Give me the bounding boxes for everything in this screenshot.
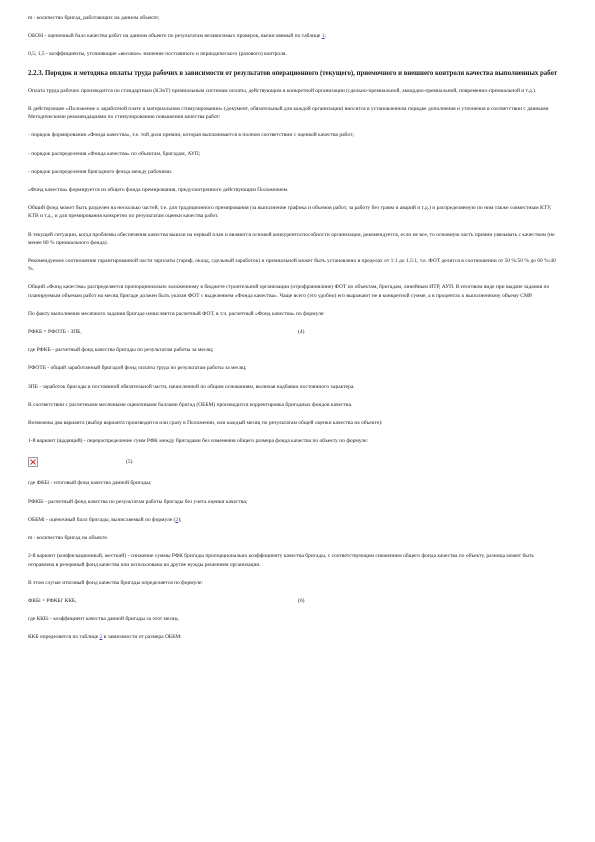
paragraph-fund-source: «Фонд качества» формируется из общего фонда премирования, предусмотренного действующим Положением.	[28, 187, 289, 194]
paragraph-regulation: В действующее «Положение о заработной плате и материальном стимулировании» (документ, обязательный для каждой организации) вносятся в установленном порядке дополнения и уточнения в соответствии с данными Методическими рекомендациями по стимулированию повышения качества работ:	[28, 106, 549, 121]
formula-6-number: (6)	[298, 597, 305, 604]
paragraph-ratio: Рекомендуемое соотношение гарантированной части зарплаты (тариф, оклад, сдельный заработок) и премиальной может быть установлено в пределах от 1:1 до 1,5:1, т.е. ФОТ делится в соотношении от 50 %:50 % до 60 %:40 %.	[28, 258, 556, 273]
paragraph-fund-division: Общий фонд может быть разделен на несколько частей, т.е. для традиционного премирования (за выполнение графика и объемов работ, за работу без травм и аварий и т.д.) и распределяемую по ним также совместным КТУ, КТВ и т.д., и для премирования конкретно по результатам оценки качества работ.	[28, 205, 552, 220]
paragraph-variant-2: 2-й вариант (конфискационный, жесткий) - снижение суммы РФК бригады пропорционально коэффициенту качества бригады, с соответствующим снижением общего фонда качества по объекту, разница может быть отправлена в резервный фонд качества или использована на другие нужды решением организации.	[28, 553, 534, 568]
obon-text: ОБОН - оценочный балл качества работ на данном объекте по результатам независимых проверок, вычисляемый по таблице	[28, 33, 322, 40]
paragraph-rfkb-def: где РФКБ - расчетный фонд качества бригады по результатам работы за месяц;	[28, 347, 214, 354]
broken-image-cross	[30, 459, 36, 465]
paragraph-fkbi-def: где ФКБi - итоговый фонд качества данной бригады;	[28, 480, 152, 487]
paragraph-m-count: m - количество бригад, работающих на данном объекте;	[28, 15, 160, 21]
formula-4	[28, 328, 561, 336]
paragraph-variant-1: 1-й вариант (щадящий) - перераспределение сумм РФК между бригадами без изменения общего размера фонда качества по объекту по формуле:	[28, 438, 369, 445]
paragraph-kkbi-def: где ККБi - коэффициент качества данной бригады за этот месяц.	[28, 616, 179, 623]
list-item-fund-distribution: - порядок распределения «Фонда качества» по объектам, бригадам, АУП;	[28, 150, 201, 157]
paragraph-obon	[28, 32, 561, 40]
broken-image-icon	[28, 457, 38, 467]
paragraph-fund-allocation: Общий «Фонд качества» распределяется пропорционально заложенному в бюджете строительной организации (отрофраниялиие) ФОТ по объектам, бригадам, линейным ИТР, АУП. В итоговом виде при выдаче задания по планируемым объемам работ на месяц бригаде должен быть указан ФОТ с выделением «Фонда качества». Чаще всего (это удобно) его выражают не в конкретной сумме, а в процентах к выполненному объему СМР.	[28, 284, 550, 299]
paragraph-kkb-table	[28, 633, 561, 641]
obbmi-text-end: );	[178, 516, 182, 523]
formula-6-expression: ФКБi = РФКБi' ККБ,	[28, 597, 77, 604]
paragraph-m-brigades: m - количество бригад на объекте.	[28, 535, 109, 542]
formula-2-link[interactable]: 2	[175, 516, 179, 523]
paragraph-coefficients: 0,5; 1,5 - коэффициенты, уточняющие «весовое» значение постоянного и периодического (разового) контроля.	[28, 51, 287, 58]
section-heading-2-2-3: 2.2.3. Порядок и методика оплаты труда рабочих в зависимости от результатов операционного (текущего), приемочного и внешнего контроля качества выполненных работ	[28, 69, 558, 77]
formula-4-expression: РФКБ = РФОТБ - ЗПБ,	[28, 329, 82, 336]
obbmi-text: ОББМi - оценочный балл бригады, вычисляемый по формуле (	[28, 516, 176, 523]
paragraph-rfkbi-def: РФКБi - расчетный фонд качества по результатам работы бригады без учета оценки качества;	[28, 498, 248, 505]
kkb-text: ККБ определяется по таблице	[28, 634, 100, 641]
paragraph-two-variants: Возможны два варианта (выбор варианта производится или сразу в Положении, или каждый месяц по результатам общей оценки качества на объекте):	[28, 420, 383, 427]
formula-6	[28, 597, 561, 605]
list-item-fund-formation: - порядок формирования «Фонда качества», т.е. той доли премии, которая выплачивается в полном соответствии с оценкой качества работ;	[28, 132, 354, 139]
kkb-text-end: в зависимости от размера ОББМ:	[102, 634, 182, 641]
table-1-link[interactable]: 1	[321, 33, 325, 40]
paragraph-current-situation: В текущей ситуации, когда проблемы обеспечения качества вышли на первый план и являются основой конкурентоспособности организации, рекомендуется, если не все, то основную часть премии увязывать с качеством (не менее 80 % премиального фонда).	[28, 231, 555, 246]
paragraph-obbmi-def	[28, 516, 561, 524]
table-2-link[interactable]: 2	[99, 634, 103, 641]
obon-text-end: ;	[324, 33, 327, 40]
formula-4-number: (4)	[298, 329, 305, 336]
paragraph-zpb-def: ЗПБ - заработок бригады в постоянной обязательной части, начисленной по общим основаниям, включая надбавки постоянного характера.	[28, 383, 355, 390]
formula-5	[28, 455, 561, 469]
paragraph-rfotb-def: РФОТБ - общий заработанный бригадой фонд оплаты труда по результатам работы за месяц;	[28, 365, 247, 372]
list-item-brigade-distribution: - порядок распределения бригадного фонда между рабочими.	[28, 168, 173, 175]
formula-5-number: (5)	[126, 459, 133, 466]
paragraph-final-fund: В этом случае итоговый фонд качества бригады определяется по формуле:	[28, 579, 203, 586]
paragraph-correction: В соответствии с расчетными месячными оценочными баллами бригад (ОББМ) производится корректировка бригадных фондов качества.	[28, 401, 353, 408]
paragraph-monthly-calc: По факту выполнения месячного задания бригаде начисляется расчетный ФОТ, в т.ч. расчетный «Фонд качества» по формуле:	[28, 310, 325, 317]
paragraph-payment-systems: Оплата труда рабочих производится по стандартным (КЭоТ) премиальным системам оплаты, действующим в конкретной организации (сдельно-премиальной, аккордно-премиальной, повременно-премиальной и т.д.).	[28, 87, 537, 94]
